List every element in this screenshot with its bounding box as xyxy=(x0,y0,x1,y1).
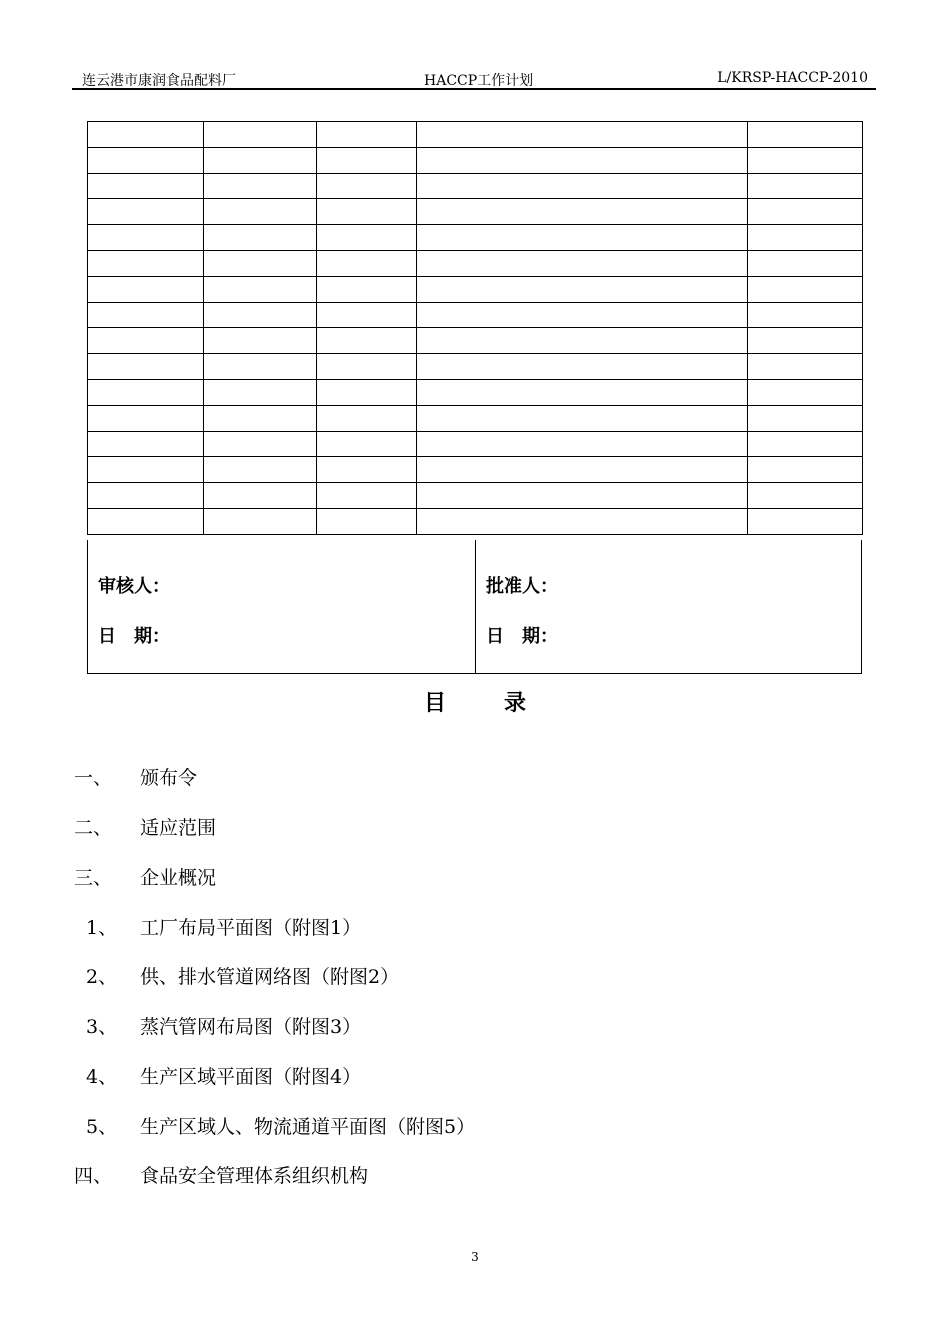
page-number: 3 xyxy=(471,1250,479,1264)
table-cell xyxy=(417,483,748,509)
toc-item-text: 企业概况 xyxy=(140,867,217,889)
table-cell xyxy=(417,122,748,148)
table-cell xyxy=(88,147,204,173)
table-cell xyxy=(204,457,317,483)
table-cell xyxy=(417,508,748,534)
table-cell xyxy=(204,431,317,457)
table-cell xyxy=(88,483,204,509)
toc-item-text: 供、排水管道网络图（附图2） xyxy=(140,966,400,988)
reviewer-cell xyxy=(88,540,476,673)
toc-item-number: 4、 xyxy=(86,1066,118,1088)
table-cell xyxy=(204,354,317,380)
table-row xyxy=(88,225,863,251)
table-cell xyxy=(748,457,863,483)
table-cell xyxy=(317,122,417,148)
header-company: 连云港市康润食品配料厂 xyxy=(82,73,236,89)
table-cell xyxy=(204,302,317,328)
table-cell xyxy=(748,199,863,225)
table-cell xyxy=(88,302,204,328)
table-cell xyxy=(748,276,863,302)
table-cell xyxy=(317,457,417,483)
toc-item-text: 蒸汽管网布局图（附图3） xyxy=(140,1016,362,1038)
table-row xyxy=(88,354,863,380)
table-cell xyxy=(317,379,417,405)
toc-item-number: 四、 xyxy=(74,1165,113,1187)
table-cell xyxy=(417,328,748,354)
table-cell xyxy=(204,122,317,148)
toc-item-text: 生产区域人、物流通道平面图（附图5） xyxy=(140,1116,476,1138)
table-cell xyxy=(88,405,204,431)
record-table-body xyxy=(88,122,863,535)
table-row xyxy=(88,147,863,173)
table-cell xyxy=(317,302,417,328)
toc-title xyxy=(0,686,950,717)
table-cell xyxy=(748,328,863,354)
table-cell xyxy=(204,250,317,276)
table-cell xyxy=(88,199,204,225)
table-cell xyxy=(88,173,204,199)
table-cell xyxy=(204,508,317,534)
table-cell xyxy=(204,328,317,354)
table-cell xyxy=(417,405,748,431)
table-cell xyxy=(88,508,204,534)
table-cell xyxy=(204,276,317,302)
header-doc-code: L/KRSP-HACCP-2010 xyxy=(717,70,868,86)
table-cell xyxy=(317,508,417,534)
table-cell xyxy=(417,302,748,328)
table-cell xyxy=(417,457,748,483)
table-cell xyxy=(317,276,417,302)
table-cell xyxy=(204,379,317,405)
table-cell xyxy=(417,379,748,405)
table-cell xyxy=(317,328,417,354)
table-cell xyxy=(317,431,417,457)
toc-item-text: 适应范围 xyxy=(140,817,217,839)
signature-box xyxy=(87,540,862,674)
toc-item-text: 生产区域平面图（附图4） xyxy=(140,1066,362,1088)
table-row xyxy=(88,328,863,354)
toc-item-text: 颁布令 xyxy=(140,767,198,789)
table-cell xyxy=(88,276,204,302)
toc-item-number: 二、 xyxy=(74,817,113,839)
table-cell xyxy=(417,173,748,199)
table-cell xyxy=(204,199,317,225)
table-cell xyxy=(88,122,204,148)
table-cell xyxy=(748,173,863,199)
table-cell xyxy=(317,483,417,509)
table-cell xyxy=(748,508,863,534)
table-cell xyxy=(748,431,863,457)
approver-label: 批准人： xyxy=(486,576,558,597)
table-cell xyxy=(417,225,748,251)
table-cell xyxy=(317,199,417,225)
toc-item-number: 一、 xyxy=(74,767,113,789)
table-cell xyxy=(317,250,417,276)
table-cell xyxy=(748,405,863,431)
table-cell xyxy=(417,250,748,276)
table-cell xyxy=(88,379,204,405)
toc-title-right: 录 xyxy=(504,690,527,716)
toc-item-text: 食品安全管理体系组织机构 xyxy=(140,1165,369,1187)
table-cell xyxy=(417,199,748,225)
table-cell xyxy=(417,354,748,380)
table-cell xyxy=(748,147,863,173)
reviewer-date-label: 日 期： xyxy=(98,626,170,647)
toc-item-text: 工厂布局平面图（附图1） xyxy=(140,917,362,939)
table-row xyxy=(88,405,863,431)
toc-item-number: 1、 xyxy=(86,917,118,939)
table-cell xyxy=(88,250,204,276)
header-title: HACCP工作计划 xyxy=(424,73,534,89)
table-row xyxy=(88,199,863,225)
table-cell xyxy=(88,431,204,457)
table-cell xyxy=(748,122,863,148)
table-cell xyxy=(417,276,748,302)
toc-item-number: 5、 xyxy=(86,1116,118,1138)
table-row xyxy=(88,122,863,148)
table-cell xyxy=(317,354,417,380)
table-row xyxy=(88,483,863,509)
table-cell xyxy=(417,431,748,457)
table-cell xyxy=(204,147,317,173)
toc-item-number: 2、 xyxy=(86,966,118,988)
table-row xyxy=(88,276,863,302)
table-cell xyxy=(748,354,863,380)
table-cell xyxy=(748,225,863,251)
toc-title-left: 目 xyxy=(423,690,446,716)
toc-item-number: 三、 xyxy=(74,867,113,889)
table-row xyxy=(88,302,863,328)
table-cell xyxy=(417,147,748,173)
toc-item-number: 3、 xyxy=(86,1016,118,1038)
table-cell xyxy=(204,173,317,199)
table-row xyxy=(88,431,863,457)
table-cell xyxy=(748,379,863,405)
table-cell xyxy=(317,147,417,173)
reviewer-label: 审核人： xyxy=(98,576,170,597)
table-cell xyxy=(204,405,317,431)
table-row xyxy=(88,250,863,276)
table-cell xyxy=(88,354,204,380)
approver-cell xyxy=(476,540,861,673)
table-cell xyxy=(317,173,417,199)
table-cell xyxy=(204,225,317,251)
table-row xyxy=(88,173,863,199)
table-cell xyxy=(88,328,204,354)
table-row xyxy=(88,457,863,483)
table-row xyxy=(88,379,863,405)
approver-date-label: 日 期： xyxy=(486,626,558,647)
table-cell xyxy=(748,483,863,509)
page-header xyxy=(72,66,876,90)
record-table xyxy=(87,121,863,535)
table-cell xyxy=(204,483,317,509)
table-row xyxy=(88,508,863,534)
table-cell xyxy=(748,250,863,276)
table-cell xyxy=(317,405,417,431)
table-cell xyxy=(748,302,863,328)
table-cell xyxy=(317,225,417,251)
table-cell xyxy=(88,457,204,483)
table-cell xyxy=(88,225,204,251)
